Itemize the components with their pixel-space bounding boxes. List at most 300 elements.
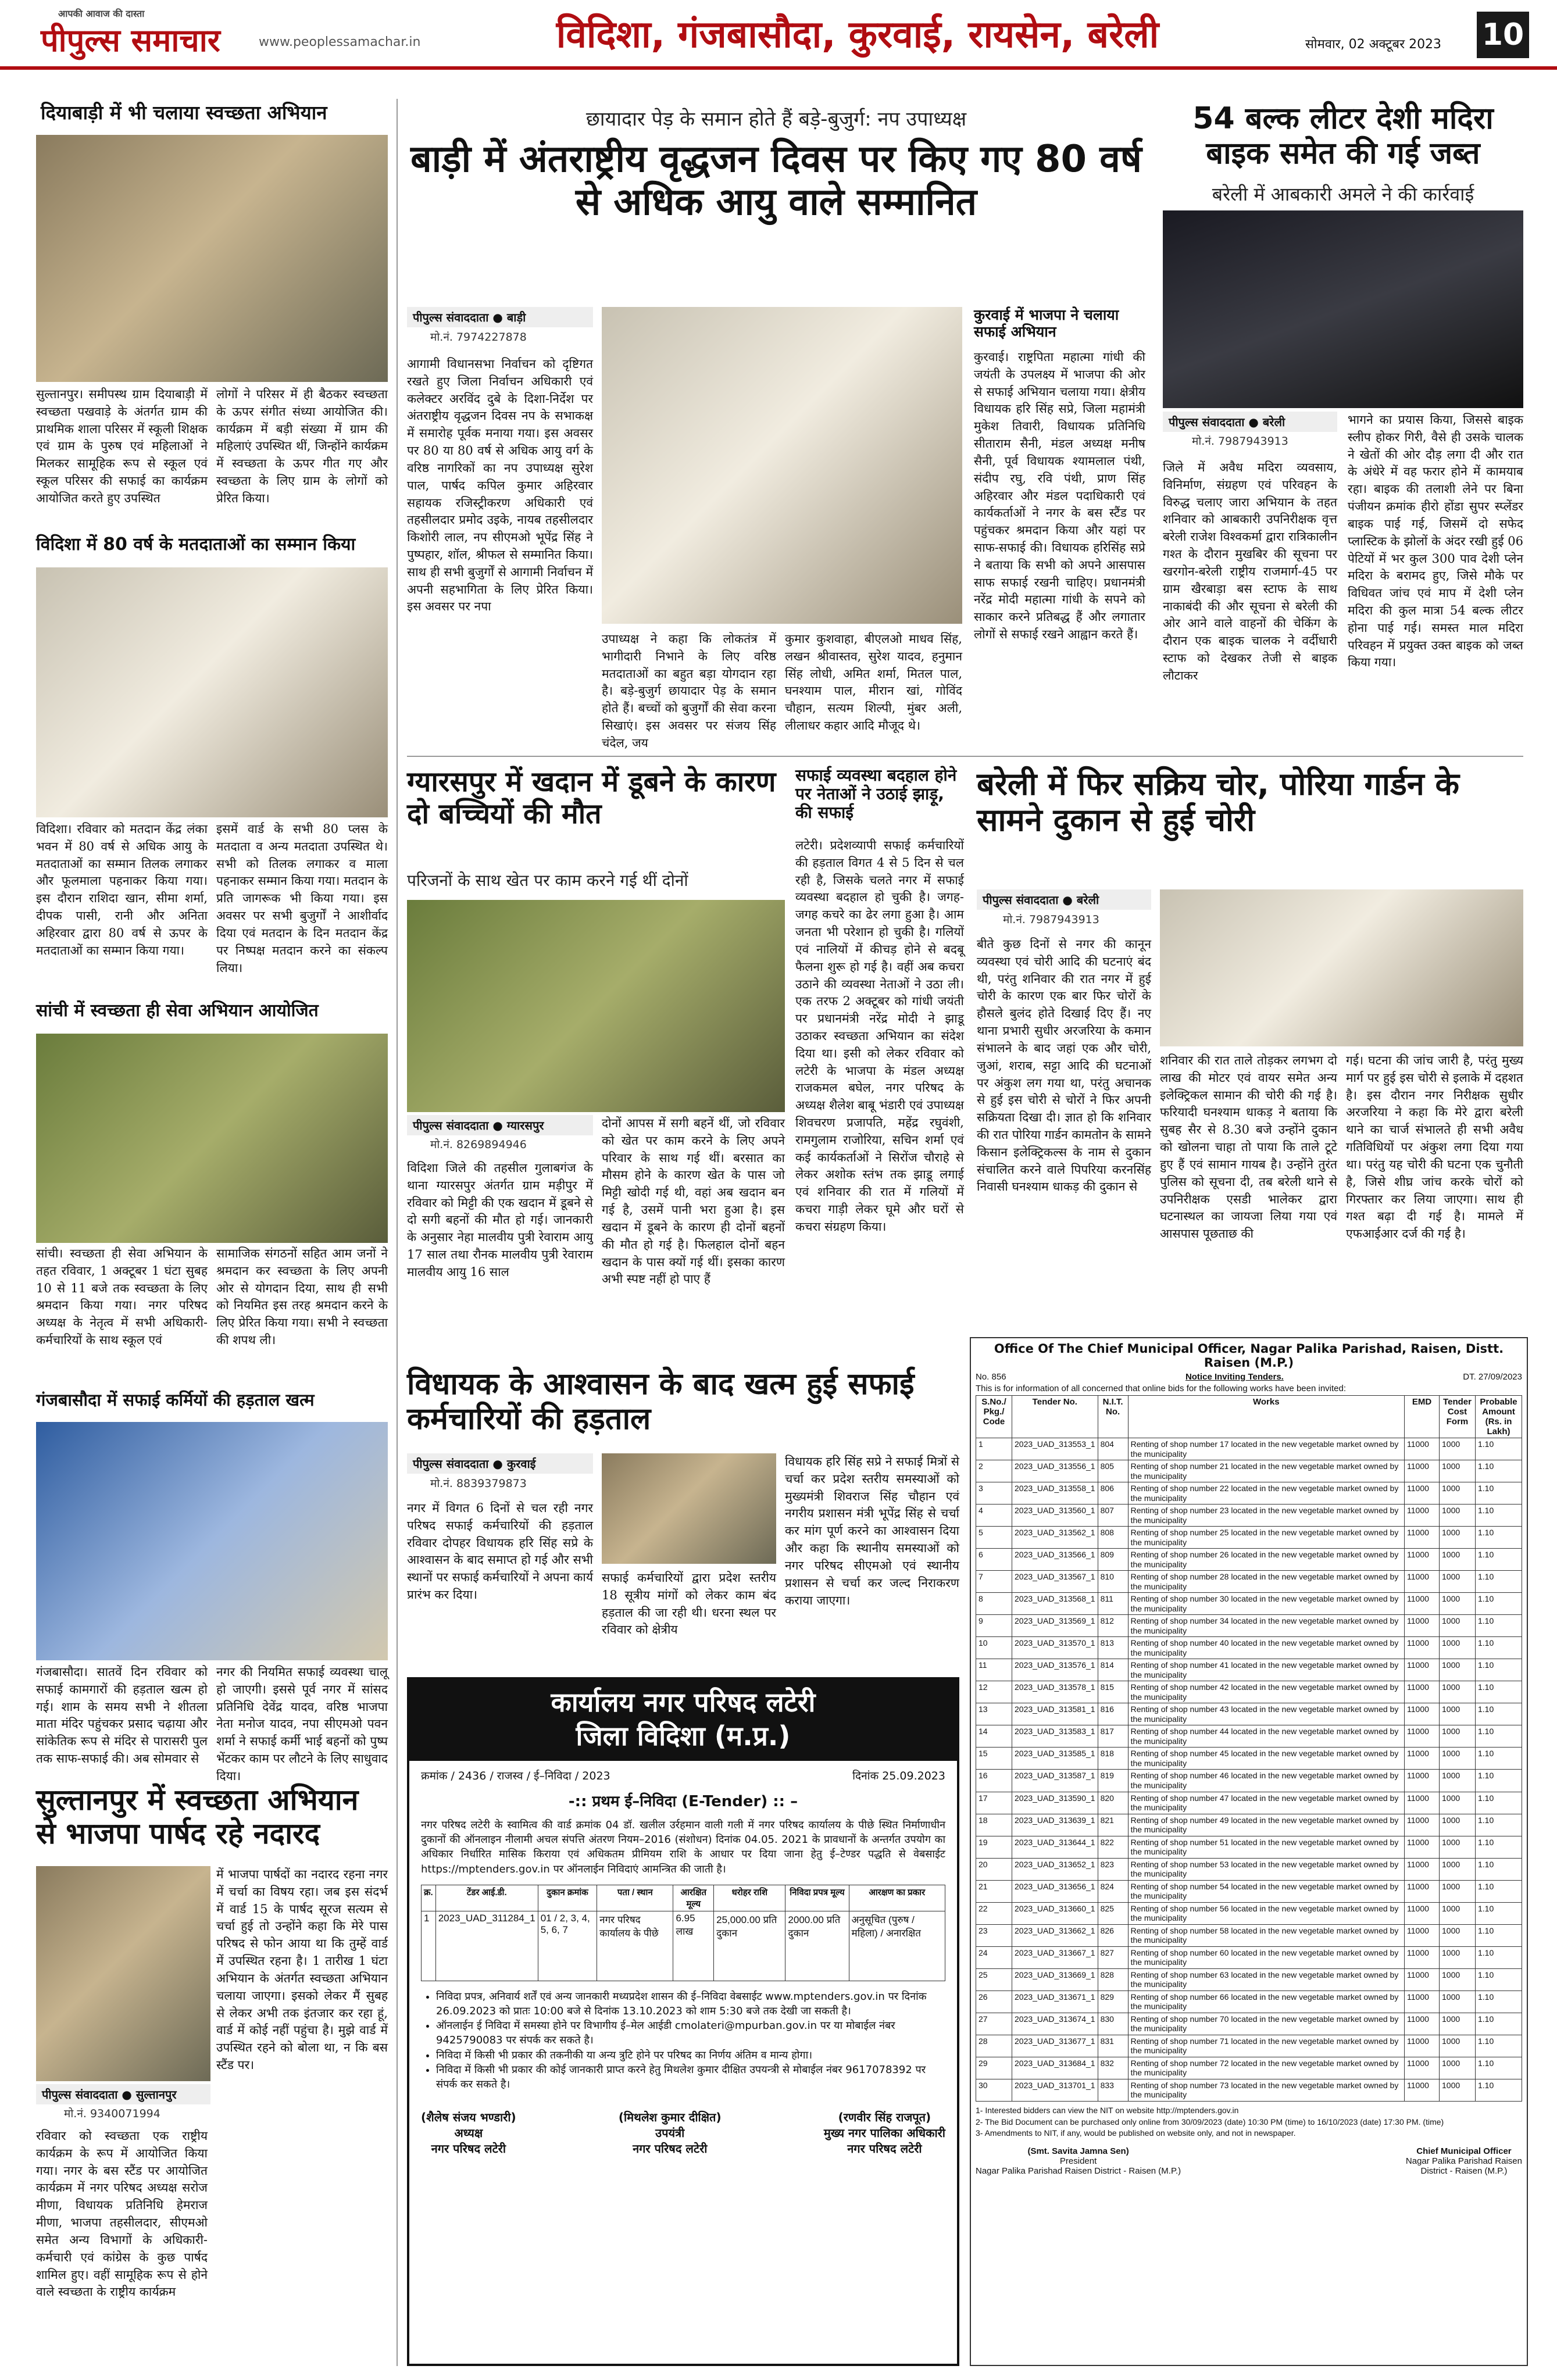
table-row xyxy=(976,1814,1522,1836)
table-cell: 2000.00 प्रति दुकान xyxy=(785,1911,849,1981)
table-cell: 2023_UAD_313560_1 xyxy=(1012,1505,1098,1527)
story-body: शनिवार की रात ताले तोड़कर लगभग दो लाख की मोटर एवं वायर समेत अन्य इलेक्ट्रिकल सामान की चोरी की गई है। फरियादी घनश्याम धाकड़ ने बताया कि सुबह सैर से 8.30 बजे उन्होंने दुकान को खोलना चाहा तो पाया कि ताले टूटे हुए हैं एवं सामान गायब है। उन्होंने तुरंत पुलिस को सूचना दी, तब बरेली थाने से उपनिरीक्षक एसडी भालेकर द्वारा घटनास्थल का जायजा लिया गया एवं आसपास पूछताछ की xyxy=(1160,1053,1337,1241)
ad-point: • निविदा प्रपत्र, अनिवार्य शर्तें एवं अन्य जानकारी मध्यप्रदेश शासन की ई–निविदा वेबसाईट www.mptenders.gov.in पर दिनांक 26.09.2023 को प्रातः 10:00 बजे से दिनांक 13.10.2023 को शाम 5:30 बजे तक देखी जा सकती है। xyxy=(436,1989,945,2018)
table-cell: 11000 xyxy=(1405,1991,1440,2013)
table-cell: 1.10 xyxy=(1476,1482,1522,1505)
table-header: EMD xyxy=(1405,1396,1440,1438)
table-cell: Renting of shop number 28 located in the new vegetable market owned by the municipality xyxy=(1128,1571,1404,1593)
byline: पीपुल्स संवाददाता ● बाड़ी xyxy=(407,307,593,327)
note-item: 1- Interested bidders can view the NIT on website http://mptenders.gov.in xyxy=(976,2105,1239,2115)
table-cell: 11000 xyxy=(1405,1836,1440,1858)
story-body: सुल्तानपुर। समीपस्थ ग्राम दियाबाड़ी में स्वच्छता पखवाड़े के अंतर्गत ग्राम की प्राथमिक शाला परिसर में स्कूली शिक्षक एवं ग्राम के पुरुष एवं महिलाओं ने मिलकर सामूहिक रूप से स्कूल एवं स्कूल परिसर की सफाई का कार्यक्रम आयोजित करते हुए उपस्थित xyxy=(36,387,208,505)
table-cell: 2023_UAD_313644_1 xyxy=(1012,1836,1098,1858)
story-body: सामाजिक संगठनों सहित आम जनों ने श्रमदान कर स्वच्छता के लिए अपनी ओर से योगदान दिया, साथ ही सभी को नियमित इस तरह श्रमदान करने के लिए प्रेरित किया गया। सभी ने स्वच्छता की शपथ ली। xyxy=(216,1246,388,1348)
table-cell: 11000 xyxy=(1405,1505,1440,1527)
notice-meta xyxy=(976,1372,1522,1382)
table-cell: 12 xyxy=(976,1681,1012,1703)
story-photo xyxy=(36,567,388,817)
table-cell: 1000 xyxy=(1440,1438,1476,1460)
table-cell: Renting of shop number 58 located in the new vegetable market owned by the municipality xyxy=(1128,1924,1404,1946)
table-row xyxy=(976,1946,1522,1968)
table-cell: 11000 xyxy=(1405,2079,1440,2101)
table-cell: 2023_UAD_313556_1 xyxy=(1012,1460,1098,1482)
story-subheadline: परिजनों के साथ खेत पर काम करने गई थीं दोनों xyxy=(407,871,688,890)
table-cell: 824 xyxy=(1098,1880,1128,1902)
table-cell: 1.10 xyxy=(1476,1593,1522,1615)
table-row xyxy=(976,1902,1522,1924)
byline: पीपुल्स संवाददाता ● कुरवाई xyxy=(407,1453,593,1474)
table-cell: 2023_UAD_313570_1 xyxy=(1012,1637,1098,1659)
story-subheadline: बरेली में आबकारी अमले ने की कार्रवाई xyxy=(1212,183,1474,205)
table-cell: 811 xyxy=(1098,1593,1128,1615)
table-cell: 2023_UAD_313677_1 xyxy=(1012,2035,1098,2057)
table-cell: 1.10 xyxy=(1476,1615,1522,1637)
table-header: पता / स्थान xyxy=(597,1885,673,1911)
story-headline: विधायक के आश्वासन के बाद खत्म हुई सफाई कर्मचारियों की हड़ताल xyxy=(407,1367,915,1436)
signatory-name: Chief Municipal Officer xyxy=(1416,2146,1512,2156)
table-cell: 809 xyxy=(1098,1549,1128,1571)
table-cell: 11000 xyxy=(1405,1792,1440,1814)
table-row xyxy=(976,2057,1522,2079)
table-cell: 19 xyxy=(976,1836,1012,1858)
table-cell: 1000 xyxy=(1440,1836,1476,1858)
table-cell: 1000 xyxy=(1440,1770,1476,1792)
table-cell: 833 xyxy=(1098,2079,1128,2101)
table-cell: 805 xyxy=(1098,1460,1128,1482)
signature-block xyxy=(1406,2146,1522,2176)
table-cell: 11000 xyxy=(1405,1880,1440,1902)
ad-point: • निविदा में किसी भी प्रकार की तकनीकी या अन्य त्रुटि होने पर परिषद का निर्णय अंतिम व मान्य होगा। xyxy=(436,2048,945,2063)
table-cell: 16 xyxy=(976,1770,1012,1792)
signature-block xyxy=(824,2109,945,2156)
story-headline: सफाई व्यवस्था बदहाल होने पर नेताओं ने उठाई झाड़ू, की सफाई xyxy=(795,766,957,823)
ad-header xyxy=(409,1679,957,1761)
table-cell: 2023_UAD_313581_1 xyxy=(1012,1703,1098,1725)
table-cell: Renting of shop number 23 located in the new vegetable market owned by the municipality xyxy=(1128,1505,1404,1527)
signatory-org: Nagar Palika Parishad Raisen District - Raisen (M.P.) xyxy=(976,2165,1181,2176)
table-cell: 11000 xyxy=(1405,1681,1440,1703)
table-cell: Renting of shop number 53 located in the new vegetable market owned by the municipality xyxy=(1128,1858,1404,1880)
table-row xyxy=(976,1438,1522,1460)
table-cell: अनुसूचित (पुरुष / महिला) / अनारक्षित xyxy=(849,1911,945,1981)
table-cell: 1.10 xyxy=(1476,1924,1522,1946)
table-row xyxy=(976,1748,1522,1770)
ad-table xyxy=(421,1885,945,1981)
table-cell: Renting of shop number 54 located in the new vegetable market owned by the municipality xyxy=(1128,1880,1404,1902)
table-cell: 15 xyxy=(976,1748,1012,1770)
table-cell: 2023_UAD_313667_1 xyxy=(1012,1946,1098,1968)
raisen-tender-notice xyxy=(970,1337,1528,2366)
table-row xyxy=(976,1792,1522,1814)
table-cell: 1.10 xyxy=(1476,2057,1522,2079)
table-cell: Renting of shop number 46 located in the new vegetable market owned by the municipality xyxy=(1128,1770,1404,1792)
table-cell: 2023_UAD_313569_1 xyxy=(1012,1615,1098,1637)
table-cell: 11000 xyxy=(1405,1924,1440,1946)
story-body: नगर में विगत 6 दिनों से चल रही नगर परिषद सफाई कर्मचारियों की हड़ताल रविवार दोपहर विधायक हरि सिंह सप्रे के आश्वासन के बाद समाप्त हो गई और सभी स्थानों पर सफाई कर्मचारियों ने अपना कार्य प्रारंभ कर दिया। xyxy=(407,1501,593,1602)
table-cell: 1000 xyxy=(1440,1924,1476,1946)
website-link[interactable]: www.peoplessamachar.in xyxy=(259,35,421,49)
table-cell: 2023_UAD_313578_1 xyxy=(1012,1681,1098,1703)
table-cell: 30 xyxy=(976,2079,1012,2101)
story-body: विदिशा जिले की तहसील गुलाबगंज के थाना ग्यारसपुर अंतर्गत ग्राम मड़ीपुर में रविवार को मिट्टी की एक खदान में डूबने से दो सगी बहनों की मौत हो गई। जानकारी के अनुसार नेहा मालवीय पुत्री रेवाराम आयु 17 साल तथा रौनक मालवीय पुत्री रेवाराम मालवीय आयु 16 साल xyxy=(407,1161,593,1279)
table-cell: 1.10 xyxy=(1476,1438,1522,1460)
signatory-name: (रणवीर सिंह राजपूत) xyxy=(838,2110,931,2125)
byline: पीपुल्स संवाददाता ● बरेली xyxy=(1163,412,1337,432)
table-header: Probable Amount (Rs. in Lakh) xyxy=(1476,1396,1522,1438)
table-header: दुकान क्रमांक xyxy=(538,1885,597,1911)
story-photo xyxy=(407,900,785,1112)
table-cell: 18 xyxy=(976,1814,1012,1836)
table-cell: 2023_UAD_313590_1 xyxy=(1012,1792,1098,1814)
table-cell: 28 xyxy=(976,2035,1012,2057)
section-divider xyxy=(407,756,1523,757)
story-body: विधायक हरि सिंह सप्रे ने सफाई मित्रों से चर्चा कर प्रदेश स्तरीय समस्याओं को मुख्यमंत्री शिवराज सिंह चौहान एवं नगरीय प्रशासन मंत्री भूपेंद्र सिंह से चर्चा कर मांग पूर्ण करने का आश्वासन दिया और कहा कि स्थानीय समस्याओं को नगर परिषद सीएमओ एवं स्थानीय प्रशासन से चर्चा कर जल्द निराकरण कराया जाएगा। xyxy=(785,1455,959,1607)
table-row xyxy=(976,1991,1522,2013)
table-cell: 1000 xyxy=(1440,1571,1476,1593)
table-cell: Renting of shop number 21 located in the new vegetable market owned by the municipality xyxy=(1128,1460,1404,1482)
table-row xyxy=(976,2013,1522,2035)
story-headline: दियाबाड़ी में भी चलाया स्वच्छता अभियान xyxy=(41,101,327,124)
table-cell: 1.10 xyxy=(1476,1968,1522,1991)
table-cell: 1.10 xyxy=(1476,1946,1522,1968)
story-photo xyxy=(36,135,388,382)
table-cell: 1000 xyxy=(1440,2057,1476,2079)
table-cell: 11000 xyxy=(1405,1482,1440,1505)
table-cell: 813 xyxy=(1098,1637,1128,1659)
story-body: आगामी विधानसभा निर्वाचन को दृष्टिगत रखते हुए जिला निर्वाचन अधिकारी एवं कलेक्टर अरविंद दुबे के दिशा-निर्देश पर अंतराष्ट्रीय वृद्धजन दिवस नप के सभाकक्ष में समारोह पूर्वक मनाया गया। इस अवसर पर 80 या 80 वर्ष से अधिक आयु वर्ग के वरिष्ठ नागरिकों का नप उपाध्यक्ष सुरेश पाल, पार्षद कपिल कुमार अहिरवार सहायक रजिस्ट्रीकरण अधिकारी एवं तहसीलदार प्रमोद उइके, नायब तहसीलदार किशोरी लाल, नप सीएमओ भूपेंद्र सिंह ने पुष्पहार, शॉल, श्रीफल से सम्मानित किया। साथ ही सभी बुजुर्गों से आगामी निर्वाचन में अपनी सहभागिता के लिए प्रेरित किया। इस अवसर पर नपा xyxy=(407,357,593,614)
signature-block xyxy=(976,2146,1181,2176)
page-number: 10 xyxy=(1477,12,1529,58)
table-cell: 1.10 xyxy=(1476,1858,1522,1880)
table-cell: 1.10 xyxy=(1476,1549,1522,1571)
table-cell: Renting of shop number 56 located in the new vegetable market owned by the municipality xyxy=(1128,1902,1404,1924)
table-cell: 1.10 xyxy=(1476,1725,1522,1748)
table-cell: 2023_UAD_313684_1 xyxy=(1012,2057,1098,2079)
table-cell: 1000 xyxy=(1440,1659,1476,1681)
signatory-org: नगर परिषद लटेरी xyxy=(847,2142,922,2156)
table-row xyxy=(976,1482,1522,1505)
table-cell: 1000 xyxy=(1440,1858,1476,1880)
story-headline: 54 बल्क लीटर देशी मदिरा बाइक समेत की गई जब्त xyxy=(1192,101,1494,171)
reporter-mobile: मो.नं. 8839379873 xyxy=(430,1477,527,1490)
table-cell: Renting of shop number 71 located in the new vegetable market owned by the municipality xyxy=(1128,2035,1404,2057)
notice-notes xyxy=(976,2105,1522,2139)
table-row xyxy=(976,1725,1522,1748)
ad-ref-row xyxy=(421,1768,945,1783)
table-cell: 1.10 xyxy=(1476,1703,1522,1725)
table-cell: Renting of shop number 49 located in the new vegetable market owned by the municipality xyxy=(1128,1814,1404,1836)
table-cell: 17 xyxy=(976,1792,1012,1814)
story-body: लटेरी। प्रदेशव्यापी सफाई कर्मचारियों की हड़ताल विगत 4 से 5 दिन से चल रही है, जिसके चलते नगर में सफाई व्यवस्था बदहाल हो चुकी है। जगह-जगह कचरे का ढेर लगा हुआ है। आम जनता भी परेशान हो चुकी है। गलियों एवं नालियों में कीचड़ होने से बदबू फैलना शुरू हो गई है। वहीं अब कचरा उठाने की व्यवस्था नेताओं ने उठा ली। एक तरफ 2 अक्टूबर को गांधी जयंती पर प्रधानमंत्री नरेंद्र मोदी ने झाडू उठाकर स्वच्छता अभियान का संदेश दिया था। इसी को लेकर रविवार को लटेरी के भाजपा के मंडल अध्यक्ष राजकमल बघेल, नगर परिषद के अध्यक्ष शैलेश बाबू भंडारी एवं उपाध्यक्ष शिवचरण प्रजापति, महेंद्र रघुवंशी, रामगुलाम राजोरिया, सचिन शर्मा एवं कई कार्यकर्ताओं ने सिरोंज चौराहे से लेकर अशोक स्तंभ तक झाडू लगाई एवं शनिवार की रात में गलियों में कचरा गाड़ी लेकर घूमे और घरों से कचरा संग्रहण किया। xyxy=(795,838,964,1234)
table-cell: 4 xyxy=(976,1505,1012,1527)
table-cell: 6 xyxy=(976,1549,1012,1571)
table-header: Tender No. xyxy=(1012,1396,1098,1438)
table-row xyxy=(976,1571,1522,1593)
table-cell: 1.10 xyxy=(1476,1836,1522,1858)
notice-intro: This is for information of all concerned that online bids for the following works have been invited: xyxy=(976,1384,1347,1393)
table-row xyxy=(976,1770,1522,1792)
story-headline: विदिशा में 80 वर्ष के मतदाताओं का सम्मान किया xyxy=(36,534,356,555)
notice-heading: Notice Inviting Tenders. xyxy=(1185,1372,1284,1382)
byline: पीपुल्स संवाददाता ● बरेली xyxy=(977,889,1151,910)
table-row xyxy=(976,2079,1522,2101)
table-cell: 826 xyxy=(1098,1924,1128,1946)
section-title: विदिशा, गंजबासौदा, कुरवाई, रायसेन, बरेली xyxy=(556,13,1159,56)
table-cell: 1.10 xyxy=(1476,1505,1522,1527)
table-cell: Renting of shop number 73 located in the new vegetable market owned by the municipality xyxy=(1128,2079,1404,2101)
table-cell: 1.10 xyxy=(1476,2013,1522,2035)
table-cell: 2023_UAD_311284_1 xyxy=(435,1911,538,1981)
table-cell: 11000 xyxy=(1405,1725,1440,1748)
table-header: N.I.T. No. xyxy=(1098,1396,1128,1438)
table-cell: 1000 xyxy=(1440,1703,1476,1725)
ad-body xyxy=(409,1761,957,2163)
ad-ref: क्रमांक / 2436 / राजस्व / ई–निविदा / 2023 xyxy=(421,1770,610,1782)
table-row xyxy=(976,1924,1522,1946)
table-cell: 2023_UAD_313558_1 xyxy=(1012,1482,1098,1505)
tender-table xyxy=(976,1395,1522,2102)
table-cell: 1000 xyxy=(1440,1968,1476,1991)
table-cell: 2023_UAD_313583_1 xyxy=(1012,1725,1098,1748)
table-cell: 26 xyxy=(976,1991,1012,2013)
table-cell: 11000 xyxy=(1405,1703,1440,1725)
table-cell: Renting of shop number 40 located in the new vegetable market owned by the municipality xyxy=(1128,1637,1404,1659)
table-cell: 11000 xyxy=(1405,1968,1440,1991)
table-cell: 823 xyxy=(1098,1858,1128,1880)
table-cell: 2023_UAD_313652_1 xyxy=(1012,1858,1098,1880)
ad-intro: नगर परिषद लटेरी के स्वामित्व की वार्ड क्रमांक 04 डॉ. खलील उर्रहमान वाली गली में नगर परिषद कार्यालय के पीछे स्थित निर्माणाधीन दुकानों की ऑनलाइन नीलामी अचल संपत्ति अंतरण नियम–2016 (संशोधन) दिनांक 04.05. 2021 के प्रावधानों के अन्तर्गत उपयोग का अधिकार निर्धारित मासिक किराया एवं अधिकतम प्रीमियम राशि के आधार पर दिया जाना हेतु ई–टेण्डर पद्धति से वेबसाईट https://mptenders.gov.in पर ऑनलाईन निविदाएं आमन्त्रित की जाती है। xyxy=(421,1819,945,1875)
table-cell: 1000 xyxy=(1440,1505,1476,1527)
table-cell: 11000 xyxy=(1405,2035,1440,2057)
table-cell: 1.10 xyxy=(1476,2079,1522,2101)
story-body: भागने का प्रयास किया, जिससे बाइक स्लीप होकर गिरी, वैसे ही उसके चालक ने खेतों की ओर दौड़ लगा दी और रात के अंधेरे में वह फरार होने में कामयाब रहा। बाइक की तलाशी लेने पर बिना पंजीयन क्रमांक हीरो होंडा सुपर स्प्लेंडर बाइक पाई गई, जिसमें दो सफेद प्लास्टिक के झोलों के अंदर रखी हुई 06 पेटियों में भर कुल 300 पाव देशी प्लेन मदिरा के बरामद हुए, जिसे मौके पर विधिवत जांच एवं माप में देशी प्लेन मदिरा की कुल मात्रा 54 बल्क लीटर होना पाई गई। समस्त माल मदिरा परिवहन में प्रयुक्त उक्त बाइक को जब्त किया गया। xyxy=(1348,413,1523,670)
table-cell: 1000 xyxy=(1440,1527,1476,1549)
story-body: सांची। स्वच्छता ही सेवा अभियान के तहत रविवार, 1 अक्टूबर 1 घंटा सुबह 10 से 11 बजे तक स्वच्छता के लिए श्रमदान किया गया। नगर परिषद अध्यक्ष के नेतृत्व में सभी अधिकारी-कर्मचारियों के साथ स्कूल एवं xyxy=(36,1246,208,1348)
table-cell: Renting of shop number 66 located in the new vegetable market owned by the municipality xyxy=(1128,1991,1404,2013)
table-cell: 807 xyxy=(1098,1505,1128,1527)
table-cell: 1000 xyxy=(1440,1615,1476,1637)
signature-block xyxy=(619,2109,722,2156)
table-cell: 11 xyxy=(976,1659,1012,1681)
note-item: 3- Amendments to NIT, if any, would be published on website only, and not in newspaper. xyxy=(976,2128,1296,2138)
table-cell: 817 xyxy=(1098,1725,1128,1748)
notice-title: Office Of The Chief Municipal Officer, Nagar Palika Parishad, Raisen, Distt. Raisen (M.P.) xyxy=(994,1342,1504,1370)
story-body: सफाई कर्मचारियों द्वारा प्रदेश स्तरीय 18 सूत्रीय मांगों को लेकर काम बंद हड़ताल की जा रही थी। धरना स्थल पर रविवार को क्षेत्रीय xyxy=(602,1571,776,1637)
table-cell: 1.10 xyxy=(1476,1571,1522,1593)
table-cell: 5 xyxy=(976,1527,1012,1549)
story-body: रविवार को स्वच्छता एक राष्ट्रीय कार्यक्रम के रूप में आयोजित किया गया। नगर के बस स्टैंड पर आयोजित कार्यक्रम में नगर परिषद अध्यक्ष सरोज मीणा, विधायक प्रतिनिधि हेमराज मीणा, भाजपा तहसीलदार, सीएमओ समेत अन्य विभागों के अधिकारी-कर्मचारी एवं कांग्रेस के कुछ पार्षद शामिल हुए। वहीं सामूहिक रूप से होने वाले स्वच्छता के राष्ट्रीय कार्यक्रम xyxy=(36,2129,208,2299)
table-cell: 11000 xyxy=(1405,1659,1440,1681)
table-cell: 1 xyxy=(976,1438,1012,1460)
table-header: आरक्षित मूल्य xyxy=(673,1885,714,1911)
table-cell: 832 xyxy=(1098,2057,1128,2079)
reporter-mobile: मो.नं. 9340071994 xyxy=(64,2107,160,2120)
table-cell: Renting of shop number 25 located in the new vegetable market owned by the municipality xyxy=(1128,1527,1404,1549)
table-cell: 11000 xyxy=(1405,2013,1440,2035)
ad-heading: -:: प्रथम ई–निविदा (E-Tender) :: – xyxy=(568,1793,798,1810)
table-cell: 2023_UAD_313656_1 xyxy=(1012,1880,1098,1902)
story-body: दोनों आपस में सगी बहनें थीं, जो रविवार को खेत पर काम करने के लिए अपने परिवार के साथ गई थीं। बरसात का मौसम होने के कारण खेत के पास जो मिट्टी खोदी गई थी, वहां अब खदान बन गई है, उसमें पानी भरा हुआ है। इस खदान में डूबने के कारण ही दोनों बहनों की मौत हो गई है। फिलहाल दोनों बहन खदान के पास क्यों गई थीं। इसका कारण अभी स्पष्ट नहीं हो पाए हैं xyxy=(602,1116,785,1287)
story-photo xyxy=(36,1422,388,1660)
table-cell: Renting of shop number 44 located in the new vegetable market owned by the municipality xyxy=(1128,1725,1404,1748)
table-cell: 2023_UAD_313567_1 xyxy=(1012,1571,1098,1593)
table-cell: 1.10 xyxy=(1476,1527,1522,1549)
table-cell: 1.10 xyxy=(1476,1681,1522,1703)
table-cell: 6.95 लाख xyxy=(673,1911,714,1981)
tender-advertisement xyxy=(407,1677,959,2366)
table-cell: Renting of shop number 41 located in the new vegetable market owned by the municipality xyxy=(1128,1659,1404,1681)
table-cell: 2023_UAD_313587_1 xyxy=(1012,1770,1098,1792)
table-cell: 825 xyxy=(1098,1902,1128,1924)
table-cell: 1000 xyxy=(1440,1748,1476,1770)
table-row xyxy=(976,2035,1522,2057)
story-photo xyxy=(1163,210,1523,408)
reporter-mobile: मो.नं. 7974227878 xyxy=(430,331,527,344)
table-row xyxy=(976,1637,1522,1659)
table-row xyxy=(976,1527,1522,1549)
story-body: जिले में अवैध मदिरा व्यवसाय, विनिर्माण, संग्रहण एवं परिवहन के विरुद्ध चलाए जारा अभियान के तहत शनिवार को आबकारी उपनिरीक्षक वृत्त बरेली राजेश विश्वकर्मा द्वारा रात्रिकालीन गश्त के दौरान मुखबिर की सूचना पर खरगोन-बरेली राष्ट्रीय राजमार्ग-45 पर ग्राम खैरबाड़ा बस स्टाफ के साथ नाकाबंदी की और सूचना से बरेली की ओर आने वाले वाहनों की चेकिंग के दौरान एक बाइक चालक ने वर्दीधारी स्टाफ को देखकर तेजी से बाइक लौटाकर xyxy=(1163,460,1337,682)
signatory-role: President xyxy=(1059,2156,1097,2166)
table-row xyxy=(976,1880,1522,1902)
table-cell: 10 xyxy=(976,1637,1012,1659)
note-item: 2- The Bid Document can be purchased only online from 30/09/2023 (date) 10:30 PM (time) to 16/10/2023 (date) 17:30 PM. (time) xyxy=(976,2117,1444,2127)
table-cell: 2023_UAD_313701_1 xyxy=(1012,2079,1098,2101)
table-cell: Renting of shop number 26 located in the new vegetable market owned by the municipality xyxy=(1128,1549,1404,1571)
table-header: टेंडर आई.डी. xyxy=(435,1885,538,1911)
table-cell: 1000 xyxy=(1440,2079,1476,2101)
table-cell: 20 xyxy=(976,1858,1012,1880)
signatory-name: (Smt. Savita Jamna Sen) xyxy=(1027,2146,1129,2156)
story-body: उपाध्यक्ष ने कहा कि लोकतंत्र में भागीदारी निभाने के लिए वरिष्ठ मतदाताओं का बहुत बड़ा योगदान रहा है। बड़े-बुजुर्ग छायादार पेड़ के समान होते हैं। बच्चों को बुजुर्गों की सेवा करना सिखाएं। इस अवसर पर संजय सिंह चंदेल, जय xyxy=(602,632,776,750)
table-cell: Renting of shop number 30 located in the new vegetable market owned by the municipality xyxy=(1128,1593,1404,1615)
table-cell: 1 xyxy=(422,1911,436,1981)
table-cell: 2023_UAD_313660_1 xyxy=(1012,1902,1098,1924)
story-body: गंजबासौदा। सातवें दिन रविवार को सफाई कामगारों की हड़ताल खत्म हो गई। शाम के समय सभी ने शीतला माता मंदिर पहुंचकर प्रसाद चढ़ाया और सांकेतिक रूप से मंदिर से पारासरी पुल तक साफ-सफाई की। अब सोमवार से xyxy=(36,1665,208,1766)
table-cell: 27 xyxy=(976,2013,1012,2035)
story-body: गई। घटना की जांच जारी है, परंतु मुख्य मार्ग पर हुई इस चोरी से इलाके में दहशत है। इस दौरान नगर निरीक्षक सुधीर अरजरिया ने कहा कि मेरे द्वारा बरेली थाने का चार्ज संभालते ही सभी अवैध गतिविधियों पर अंकुश लगा दिया गया था। परंतु यह चोरी की घटना एक चुनौती है, जिसे शीघ्र जांच करके चोरों को गिरफ्तार कर लिया जाएगा। साथ ही गश्त बढ़ा दी गई है। मामले में एफआईआर दर्ज की गई है। xyxy=(1346,1053,1523,1241)
table-cell: 821 xyxy=(1098,1814,1128,1836)
signatory-role: अध्यक्ष xyxy=(454,2126,483,2140)
table-cell: Renting of shop number 22 located in the new vegetable market owned by the municipality xyxy=(1128,1482,1404,1505)
table-cell: 01 / 2, 3, 4, 5, 6, 7 xyxy=(538,1911,597,1981)
logo-text: पीपुल्स समाचार xyxy=(41,22,220,59)
table-cell: 11000 xyxy=(1405,1549,1440,1571)
story-body: इसमें वार्ड के सभी 80 प्लस के मतदाता व अन्य मतदाता उपस्थित थे। सभी को तिलक लगाकर व माला पहनाकर सम्मान किया गया। मतदान के प्रति जागरूक भी किया गया। इस अवसर पर सभी बुजुर्गों ने आशीर्वाद दिया एवं मतदान के दिन मतदान केंद्र पर निष्पक्ष मतदान करने का संकल्प लिया। xyxy=(216,822,388,975)
table-cell: 1000 xyxy=(1440,1637,1476,1659)
table-cell: Renting of shop number 51 located in the new vegetable market owned by the municipality xyxy=(1128,1836,1404,1858)
signatory-org: District - Raisen (M.P.) xyxy=(1420,2165,1508,2176)
story-body: बीते कुछ दिनों से नगर की कानून व्यवस्था एवं चोरी आदि की घटनाएं बंद थी, परंतु शनिवार की रात नगर में हुई चोरी के कारण एक बार फिर चोरों के हौसले बुलंद होते दिखाई दिए हैं। नए थाना प्रभारी सुधीर अरजरिया के कमान संभालने के बाद जहां एक और चोरी, जुआं, शराब, सट्टा आदि की घटनाओं पर अंकुश लग गया था, परंतु अचानक से हुई इस चोरी से चोरों ने फिर अपनी सक्रियता दिखा दी। ज्ञात हो कि शनिवार की रात पोरिया गार्डन कामतोन के सामने किसान इलेक्ट्रिकल्स के नाम से दुकान संचालित करने वाले पिपरिया करनसिंह निवासी घनश्याम धाकड़ की दुकान से xyxy=(977,937,1151,1194)
story-body: कुरवाई। राष्ट्रपिता महात्मा गांधी की जयंती के उपलक्ष्य में भाजपा की ओर से सफाई अभियान चलाया गया। क्षेत्रीय विधायक हरि सिंह सप्रे, जिला महामंत्री मुकेश तिवारी, विधायक प्रतिनिधि सीताराम सैनी, मंडल अध्यक्ष मनीष सैनी, पूर्व विधायक श्यामलाल पंथी, संदीप रघु, रवि पंथी, प्राण सिंह अहिरवार और मंडल पदाधिकारी एवं कार्यकर्ताओं ने नगर के बस स्टैंड पर पहुंचकर श्रमदान किया और यहां पर साफ-सफाई की। विधायक हरिसिंह सप्रे ने बताया कि सभी को अपने आसपास साफ सफाई रखनी चाहिए। प्रधानमंत्री नरेंद्र मोदी महात्मा गांधी के सपने को साकार करने प्रतिबद्ध हैं और लगातार लोगों से सफाई रखने आह्वान करते हैं। xyxy=(974,350,1145,641)
table-cell: 11000 xyxy=(1405,1637,1440,1659)
table-cell: 2023_UAD_313662_1 xyxy=(1012,1924,1098,1946)
table-cell: 1000 xyxy=(1440,2035,1476,2057)
table-cell: Renting of shop number 42 located in the new vegetable market owned by the municipality xyxy=(1128,1681,1404,1703)
table-cell: 7 xyxy=(976,1571,1012,1593)
table-cell: 24 xyxy=(976,1946,1012,1968)
table-cell: 1.10 xyxy=(1476,1659,1522,1681)
ad-signatures xyxy=(421,2109,945,2156)
table-cell: 814 xyxy=(1098,1659,1128,1681)
table-cell: 1000 xyxy=(1440,1593,1476,1615)
table-cell: 11000 xyxy=(1405,1814,1440,1836)
table-row xyxy=(976,1549,1522,1571)
table-cell: 11000 xyxy=(1405,1770,1440,1792)
table-cell: 23 xyxy=(976,1924,1012,1946)
table-cell: 816 xyxy=(1098,1703,1128,1725)
table-row xyxy=(976,1858,1522,1880)
table-cell: 1.10 xyxy=(1476,1748,1522,1770)
table-header: आरक्षण का प्रकार xyxy=(849,1885,945,1911)
table-cell: 806 xyxy=(1098,1482,1128,1505)
table-cell: 822 xyxy=(1098,1836,1128,1858)
table-row xyxy=(976,1681,1522,1703)
table-cell: 1000 xyxy=(1440,2013,1476,2035)
story-headline: सुल्तानपुर में स्वच्छता अभियान से भाजपा पार्षद रहे नदारद xyxy=(36,1783,359,1850)
table-cell: 2023_UAD_313669_1 xyxy=(1012,1968,1098,1991)
table-row xyxy=(976,1836,1522,1858)
table-cell: 2023_UAD_313566_1 xyxy=(1012,1549,1098,1571)
table-cell: Renting of shop number 70 located in the new vegetable market owned by the municipality xyxy=(1128,2013,1404,2035)
table-cell: 11000 xyxy=(1405,1748,1440,1770)
table-cell: 1000 xyxy=(1440,1792,1476,1814)
table-cell: 2023_UAD_313562_1 xyxy=(1012,1527,1098,1549)
table-cell: 810 xyxy=(1098,1571,1128,1593)
reporter-mobile: मो.नं. 7987943913 xyxy=(1192,435,1288,448)
table-cell: 829 xyxy=(1098,1991,1128,2013)
column-divider xyxy=(397,99,398,2366)
story-body: कुमार कुशवाहा, बीएलओ माधव सिंह, लखन श्रीवास्तव, सुरेश यादव, हनुमान सिंह लोधी, अमित शर्मा, मितल पाल, घनश्याम पाल, मीरान खां, गोविंद चौहान, सत्यम शिल्पी, मुंबर अली, लीलाधर कहार आदि मौजूद थे। xyxy=(785,632,962,733)
table-cell: 1000 xyxy=(1440,1725,1476,1748)
table-cell: 1000 xyxy=(1440,1946,1476,1968)
ad-date: दिनांक 25.09.2023 xyxy=(852,1770,945,1782)
table-cell: Renting of shop number 45 located in the new vegetable market owned by the municipality xyxy=(1128,1748,1404,1770)
story-photo xyxy=(36,1866,210,2081)
ad-points xyxy=(421,1989,945,2092)
notice-signatures xyxy=(976,2146,1522,2176)
table-row xyxy=(976,1659,1522,1681)
signatory-role: उपयंत्री xyxy=(655,2126,685,2140)
table-cell: 2023_UAD_313576_1 xyxy=(1012,1659,1098,1681)
table-cell: 804 xyxy=(1098,1438,1128,1460)
story-headline: ग्यारसपुर में खदान में डूबने के कारण दो बच्चियों की मौत xyxy=(407,766,776,831)
table-cell: Renting of shop number 47 located in the new vegetable market owned by the municipality xyxy=(1128,1792,1404,1814)
table-cell: 9 xyxy=(976,1615,1012,1637)
story-headline: सांची में स्वच्छता ही सेवा अभियान आयोजित xyxy=(36,1000,319,1021)
table-header: निविदा प्रपत्र मूल्य xyxy=(785,1885,849,1911)
table-cell: 11000 xyxy=(1405,2057,1440,2079)
table-cell: 1000 xyxy=(1440,1482,1476,1505)
story-body: लोगों ने परिसर में ही बैठकर स्वच्छता के ऊपर संगीत संध्या आयोजित की। कार्यक्रम में बड़ी संख्या में ग्राम की महिलाएं उपस्थित थीं, जिन्होंने कार्यक्रम में स्वच्छता के ऊपर गीत गए और स्वच्छता के लिए ग्राम के लोगों को प्रेरित किया। xyxy=(216,387,388,505)
table-row xyxy=(976,1593,1522,1615)
reporter-mobile: मो.नं. 7987943913 xyxy=(1003,913,1099,926)
table-cell: 11000 xyxy=(1405,1946,1440,1968)
signatory-name: (मिथलेश कुमार दीक्षित) xyxy=(618,2110,722,2125)
story-photo xyxy=(36,1034,388,1243)
table-cell: नगर परिषद कार्यालय के पीछे xyxy=(597,1911,673,1981)
table-cell: 25,000.00 प्रति दुकान xyxy=(714,1911,785,1981)
tagline: आपकी आवाज की दास्ता xyxy=(58,8,145,19)
table-cell: Renting of shop number 17 located in the new vegetable market owned by the municipality xyxy=(1128,1438,1404,1460)
table-cell: 11000 xyxy=(1405,1593,1440,1615)
table-cell: 11000 xyxy=(1405,1438,1440,1460)
story-body: नगर की नियमित सफाई व्यवस्था चालू हो जाएगी। इससे पूर्व नगर में सांसद प्रतिनिधि देवेंद्र यादव, वरिष्ठ भाजपा नेता मनोज यादव, नपा सीएमओ पवन शर्मा ने सफाई कर्मी भाई बहनों को पुष्प भेंटकर काम पर लौटने के लिए साधुवाद दिया। xyxy=(216,1665,388,1783)
table-cell: 831 xyxy=(1098,2035,1128,2057)
signatory-org: नगर परिषद लटेरी xyxy=(431,2142,506,2156)
table-cell: 2 xyxy=(976,1460,1012,1482)
story-body: विदिशा। रविवार को मतदान केंद्र लंका भवन में 80 वर्ष से अधिक आयु के मतदाताओं का सम्मान तिलक लगाकर और फूलमाला पहनाकर किया गया। इस दौरान राशिदा खान, सीमा शर्मा, दीपक पासी, रानी और अनिता अहिरवार द्वारा 80 वर्ष से ऊपर के मतदाताओं का सम्मान किया गया। xyxy=(36,822,208,957)
story-headline: कुरवाई में भाजपा ने चलाया सफाई अभियान xyxy=(974,306,1119,340)
